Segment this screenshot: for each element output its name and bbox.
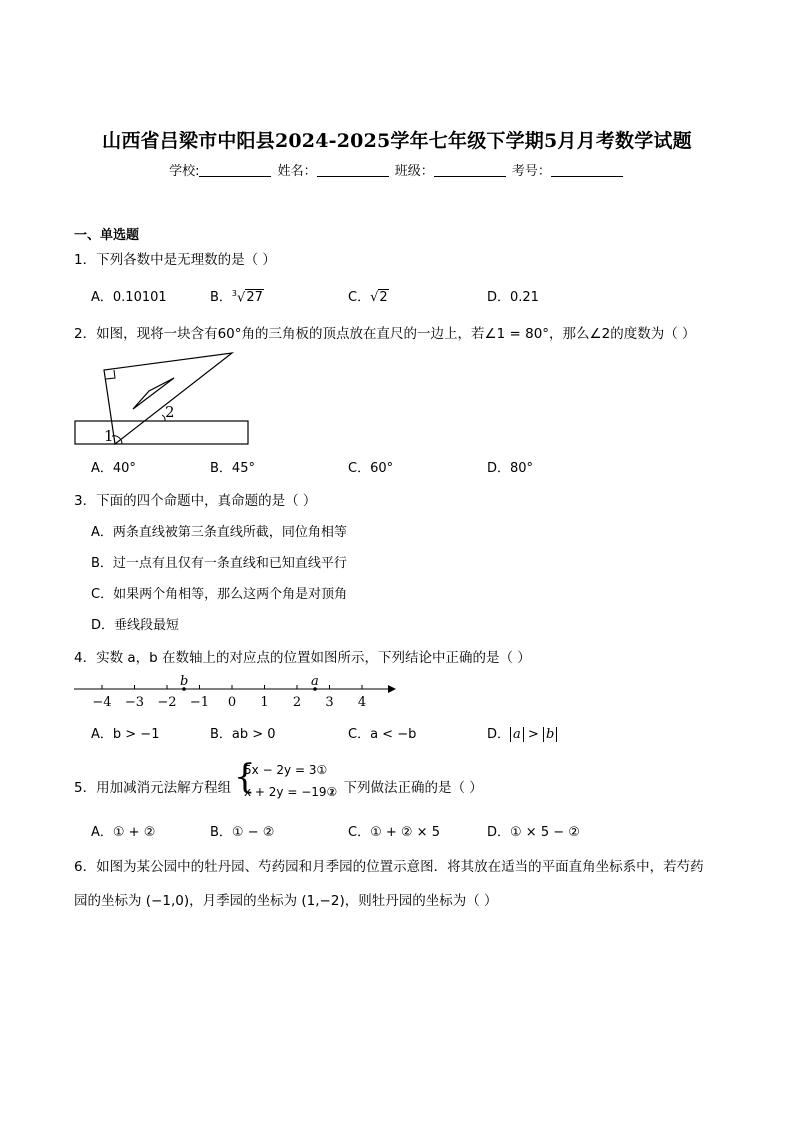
equation-2: x + 2y = −19② bbox=[244, 785, 338, 799]
school-blank[interactable] bbox=[199, 163, 271, 177]
question-6-line1: 6．如图为某公园中的牡丹园、芍药园和月季园的位置示意图．将其放在适当的平面直角坐标系中，若芍药 bbox=[74, 859, 704, 875]
q5-option-a: A．① + ② bbox=[91, 825, 156, 840]
q4-option-b: B．ab > 0 bbox=[210, 727, 276, 742]
q2-option-a: A．40° bbox=[91, 461, 136, 476]
tick-label: −4 bbox=[92, 695, 112, 710]
question-6-line2: 园的坐标为 (−1,0)，月季园的坐标为 (1,−2)，则牡丹园的坐标为（ ） bbox=[74, 893, 498, 909]
class-blank[interactable] bbox=[434, 163, 506, 177]
ruler-shape bbox=[75, 421, 248, 444]
class-label: 班级： bbox=[394, 164, 434, 179]
tick-label: −1 bbox=[189, 695, 210, 710]
right-angle-mark bbox=[106, 370, 115, 379]
q1-option-a: A．0.10101 bbox=[91, 290, 167, 305]
angle-label-1: 1 bbox=[104, 427, 114, 445]
tick-label: 3 bbox=[325, 695, 334, 710]
q4-option-a: A．b > −1 bbox=[91, 727, 160, 742]
q1-option-d: D．0.21 bbox=[487, 290, 539, 305]
ruler-triangle-figure bbox=[70, 348, 255, 448]
equation-1: 5x − 2y = 3① bbox=[244, 763, 328, 777]
id-blank[interactable] bbox=[551, 163, 623, 177]
student-info-row bbox=[0, 160, 794, 179]
q5-option-c: C．① + ② × 5 bbox=[348, 825, 440, 840]
point-b-label: b bbox=[180, 674, 189, 689]
q1-option-c: C．√2 bbox=[348, 290, 388, 305]
q1-option-b: B．$^3$√27 bbox=[210, 288, 263, 305]
question-3-stem: 3．下面的四个命题中，真命题的是（ ） bbox=[74, 493, 317, 509]
section-heading: 一、单选题 bbox=[74, 228, 140, 243]
tick-label: 1 bbox=[260, 695, 269, 710]
id-label: 考号： bbox=[511, 164, 551, 179]
question-5-stem-prefix: 5．用加减消元法解方程组 bbox=[74, 780, 232, 796]
question-1-stem: 1．下列各数中是无理数的是（ ） bbox=[74, 252, 276, 268]
page-title: 山西省吕梁市中阳县2024-2025学年七年级下学期5月月考数学试题 bbox=[102, 130, 692, 152]
q3-option-a: A．两条直线被第三条直线所截，同位角相等 bbox=[91, 525, 347, 540]
point-a-label: a bbox=[311, 674, 319, 689]
q4-option-d: D． a > b bbox=[487, 723, 557, 742]
tick-label: −2 bbox=[157, 695, 177, 710]
q5-option-d: D．① × 5 − ② bbox=[487, 825, 580, 840]
axis-arrow bbox=[388, 685, 396, 693]
triangle-outer bbox=[104, 353, 232, 444]
question-2-stem: 2．如图，现将一块含有60°角的三角板的顶点放在直尺的一边上，若∠1 = 80°，那么∠2的度数为（ ） bbox=[74, 326, 696, 342]
tick-label: 2 bbox=[292, 695, 302, 710]
q2-option-c: C．60° bbox=[348, 461, 394, 476]
q3-option-d: D．垂线段最短 bbox=[91, 618, 180, 633]
name-label: 姓名： bbox=[277, 164, 317, 179]
q3-option-b: B．过一点有且仅有一条直线和已知直线平行 bbox=[91, 556, 347, 571]
q4-option-c: C．a < −b bbox=[348, 727, 417, 742]
question-4-stem: 4．实数 a，b 在数轴上的对应点的位置如图所示，下列结论中正确的是（ ） bbox=[74, 650, 531, 666]
system-brace: { bbox=[234, 757, 256, 797]
name-blank[interactable] bbox=[317, 163, 389, 177]
angle-label-2: 2 bbox=[165, 403, 175, 421]
tick-label: 0 bbox=[227, 695, 237, 710]
q2-option-b: B．45° bbox=[210, 461, 255, 476]
q5-option-b: B．① − ② bbox=[210, 825, 275, 840]
question-5-stem-suffix: ，下列做法正确的是（ ） bbox=[330, 780, 483, 796]
number-line-figure bbox=[70, 670, 400, 712]
q2-option-d: D．80° bbox=[487, 461, 534, 476]
school-label: 学校: bbox=[169, 164, 200, 179]
tick-label: 4 bbox=[357, 695, 367, 710]
tick-label: −3 bbox=[124, 695, 145, 710]
q3-option-c: C．如果两个角相等，那么这两个角是对顶角 bbox=[91, 587, 348, 602]
